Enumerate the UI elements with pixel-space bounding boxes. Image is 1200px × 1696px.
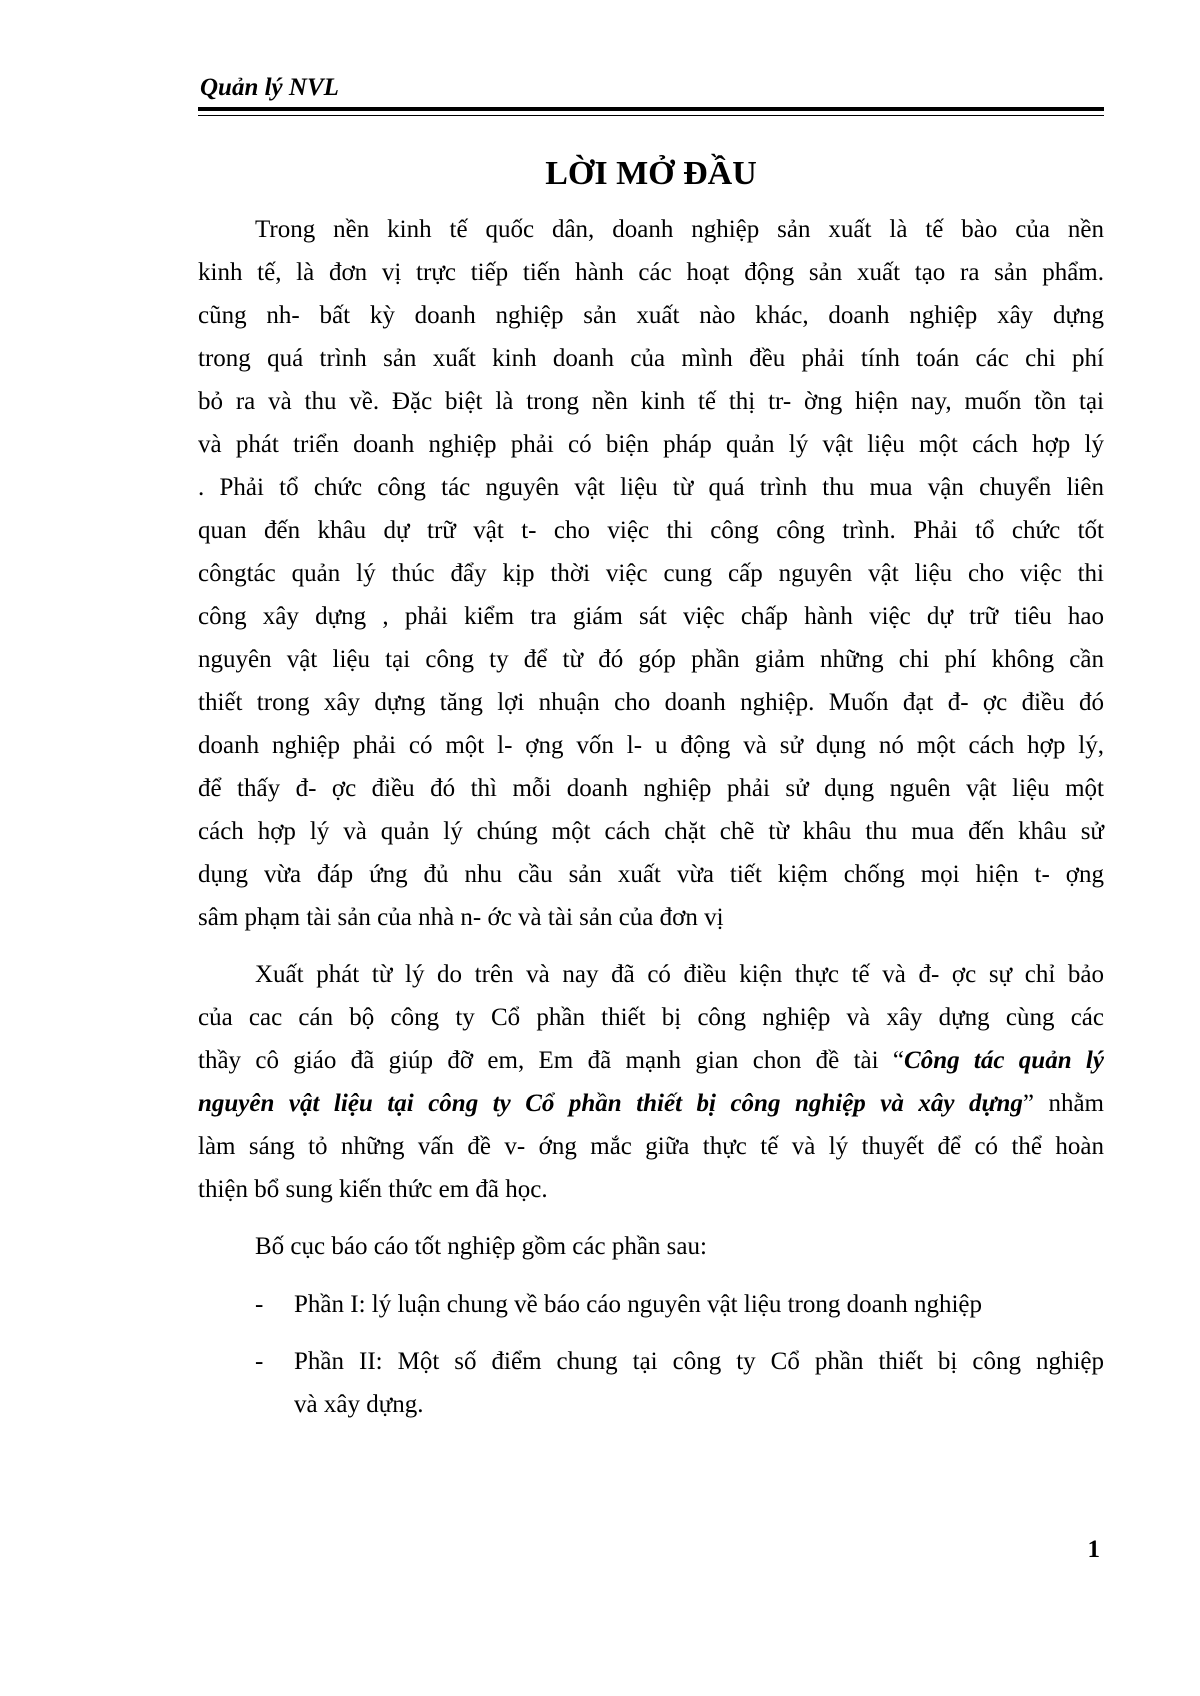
list-bullet: -	[255, 1348, 264, 1375]
paragraph-line: và phát triển doanh nghiệp phải có biện pháp quản lý vật liệu một cách hợp lý	[198, 431, 1104, 458]
page-number: 1	[1087, 1536, 1100, 1563]
paragraph-line: nguyên vật liệu tại công ty để từ đó góp phần giảm những chi phí không cần	[198, 646, 1104, 673]
paragraph-line: cách hợp lý và quản lý chúng một cách chặt chẽ từ khâu thu mua đến khâu sử	[198, 818, 1104, 845]
paragraph-line: côngtác quản lý thúc đẩy kịp thời việc cung cấp nguyên vật liệu cho việc thi	[198, 560, 1104, 587]
paragraph-line	[198, 1046, 1104, 1076]
paragraph-line: dụng vừa đáp ứng đủ nhu cầu sản xuất vừa tiết kiệm chống mọi hiện t- ợng	[198, 861, 1104, 888]
paragraph-line: Xuất phát từ lý do trên và nay đã có điều kiện thực tế và đ- ợc sự chỉ bảo	[255, 961, 1104, 988]
paragraph-line: để thấy đ- ợc điều đó thì mỗi doanh nghiệp phải sử dụng nguên vật liệu một	[198, 775, 1104, 802]
list-bullet: -	[255, 1291, 264, 1318]
paragraph-text: thầy cô giáo đã giúp đỡ em, Em đã mạnh gian chon đề tài “	[198, 1047, 905, 1074]
paragraph-line: kinh tế, là đơn vị trực tiếp tiến hành các hoạt động sản xuất tạo ra sản phẩm.	[198, 259, 1104, 286]
list-item-text: Phần I: lý luận chung về báo cáo nguyên vật liệu trong doanh nghiệp	[294, 1291, 983, 1318]
paragraph-line: sâm phạm tài sản của nhà n- ớc và tài sản của đơn vị	[198, 904, 724, 931]
paragraph-line: bỏ ra và thu về. Đặc biệt là trong nền kinh tế thị tr- ờng hiện nay, muốn tồn tại	[198, 388, 1104, 415]
paragraph-line: doanh nghiệp phải có một l- ợng vốn l- u động và sử dụng nó một cách hợp lý,	[198, 732, 1104, 759]
paragraph-line: của cac cán bộ công ty Cổ phần thiết bị công nghiệp và xây dựng cùng các	[198, 1004, 1104, 1031]
paragraph-line: trong quá trình sản xuất kinh doanh của mình đều phải tính toán các chi phí	[198, 345, 1104, 372]
thesis-topic-emphasis: Công tác quản lý	[904, 1047, 1104, 1074]
list-item-text: Phần II: Một số điểm chung tại công ty Cổ phần thiết bị công nghiệp	[294, 1348, 1104, 1375]
paragraph-line: thiện bổ sung kiến thức em đã học.	[198, 1176, 548, 1203]
running-header: Quản lý NVL	[200, 74, 339, 101]
header-rule-thin	[198, 115, 1104, 116]
paragraph-line: thiết trong xây dựng tăng lợi nhuận cho doanh nghiệp. Muốn đạt đ- ợc điều đó	[198, 689, 1104, 716]
paragraph-line: Trong nền kinh tế quốc dân, doanh nghiệp sản xuất là tế bào của nền	[255, 216, 1104, 243]
paragraph-line	[198, 1089, 1104, 1119]
thesis-topic-emphasis: nguyên vật liệu tại công ty Cổ phần thiết bị công nghiệp và xây dựng	[198, 1090, 1023, 1117]
paragraph-line: cũng nh- bất kỳ doanh nghiệp sản xuất nào khác, doanh nghiệp xây dựng	[198, 302, 1104, 329]
paragraph-text: ” nhằm	[1022, 1090, 1104, 1117]
header-rule-thick	[198, 107, 1104, 111]
paragraph-line: công xây dựng , phải kiểm tra giám sát việc chấp hành việc dự trữ tiêu hao	[198, 603, 1104, 630]
page-title: LỜI MỞ ĐẦU	[545, 155, 757, 192]
paragraph-line: . Phải tổ chức công tác nguyên vật liệu từ quá trình thu mua vận chuyển liên	[198, 474, 1104, 501]
list-item-text: và xây dựng.	[294, 1391, 424, 1418]
paragraph-line: Bố cục báo cáo tốt nghiệp gồm các phần sau:	[255, 1233, 707, 1260]
paragraph-line: quan đến khâu dự trữ vật t- cho việc thi công công trình. Phải tổ chức tốt	[198, 517, 1104, 544]
paragraph-line: làm sáng tỏ những vấn đề v- ớng mắc giữa thực tế và lý thuyết để có thể hoàn	[198, 1133, 1104, 1160]
